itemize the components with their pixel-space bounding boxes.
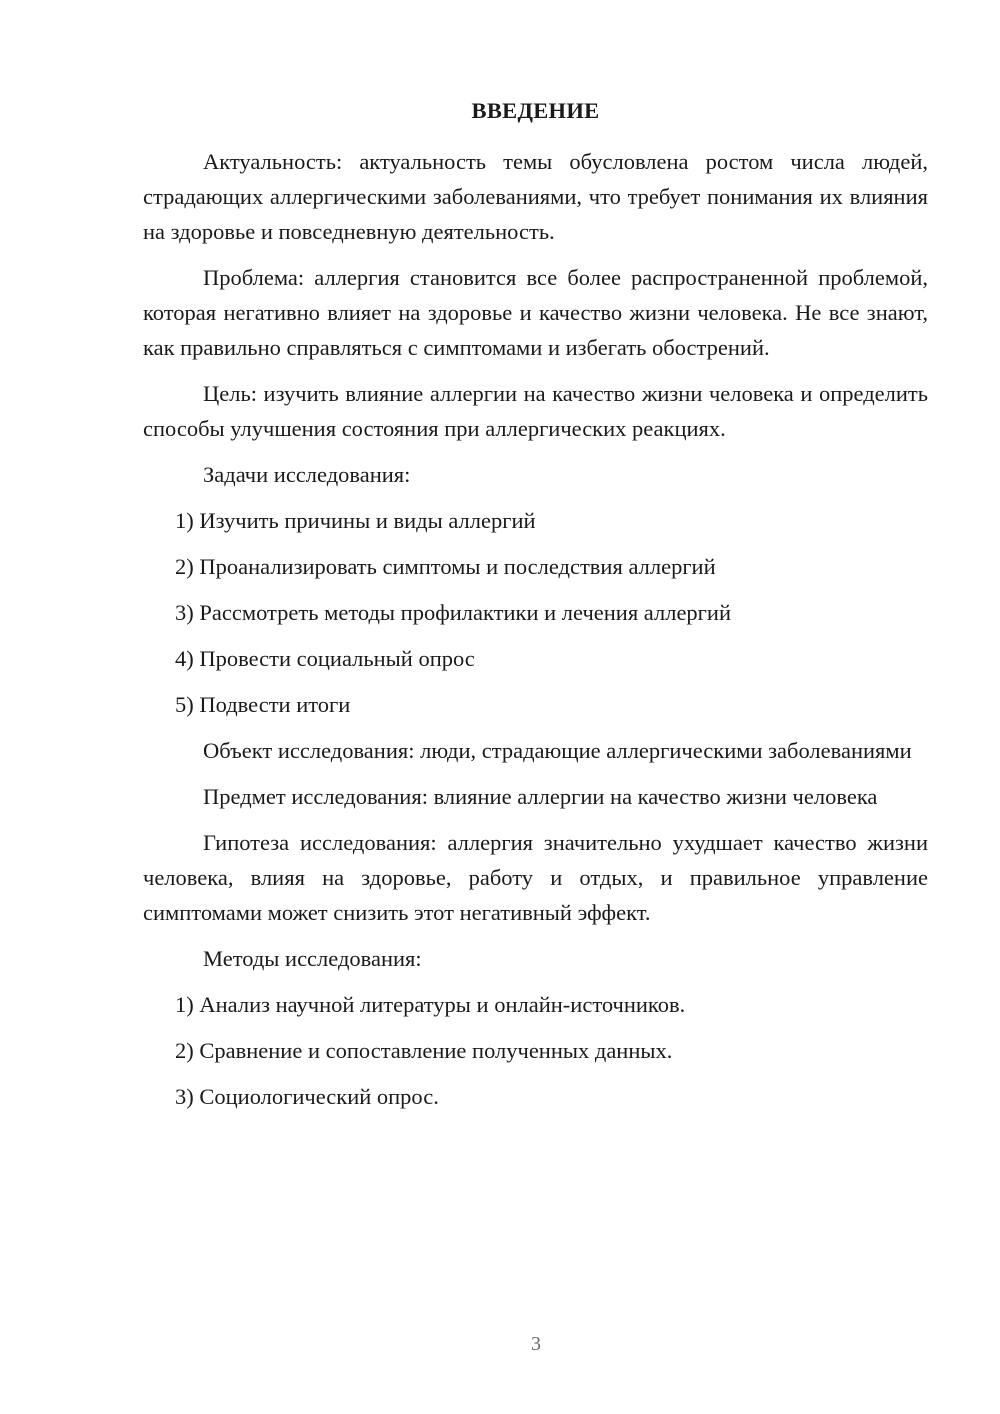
task-item: 4) Провести социальный опрос [175, 646, 475, 671]
subject-paragraph: Предмет исследования: влияние аллергии на качество жизни человека [203, 784, 878, 809]
page-number: 3 [531, 1333, 541, 1355]
methods-heading: Методы исследования: [203, 946, 422, 971]
section-title: ВВЕДЕНИЕ [471, 98, 600, 123]
document-body [143, 93, 928, 1125]
object-paragraph: Объект исследования: люди, страдающие аллергическими заболеваниями [203, 738, 912, 763]
method-item: 1) Анализ научной литературы и онлайн-источников. [175, 992, 686, 1017]
task-item: 1) Изучить причины и виды аллергий [175, 508, 536, 533]
task-item: 5) Подвести итоги [175, 692, 351, 717]
method-item: 2) Сравнение и сопоставление полученных данных. [175, 1038, 673, 1063]
problem-paragraph: Проблема: аллергия становится все более распространенной проблемой, которая негативно влияет на здоровье и качество жизни человека. Не все знают, как правильно справляться с симптомами и избегать обострений. [143, 265, 928, 360]
task-item: 3) Рассмотреть методы профилактики и лечения аллергий [175, 600, 731, 625]
hypothesis-paragraph: Гипотеза исследования: аллергия значительно ухудшает качество жизни человека, влияя на здоровье, работу и отдых, и правильное управление симптомами может снизить этот негативный эффект. [143, 830, 928, 925]
methods-list [143, 987, 928, 1114]
tasks-list [143, 503, 928, 722]
goal-paragraph: Цель: изучить влияние аллергии на качество жизни человека и определить способы улучшения состояния при аллергических реакциях. [143, 381, 928, 441]
tasks-heading: Задачи исследования: [203, 462, 411, 487]
relevance-paragraph: Актуальность: актуальность темы обусловлена ростом числа людей, страдающих аллергическими заболеваниями, что требует понимания их влияния на здоровье и повседневную деятельность. [143, 149, 928, 244]
task-item: 2) Проанализировать симптомы и последствия аллергий [175, 554, 716, 579]
method-item: 3) Социологический опрос. [175, 1084, 439, 1109]
